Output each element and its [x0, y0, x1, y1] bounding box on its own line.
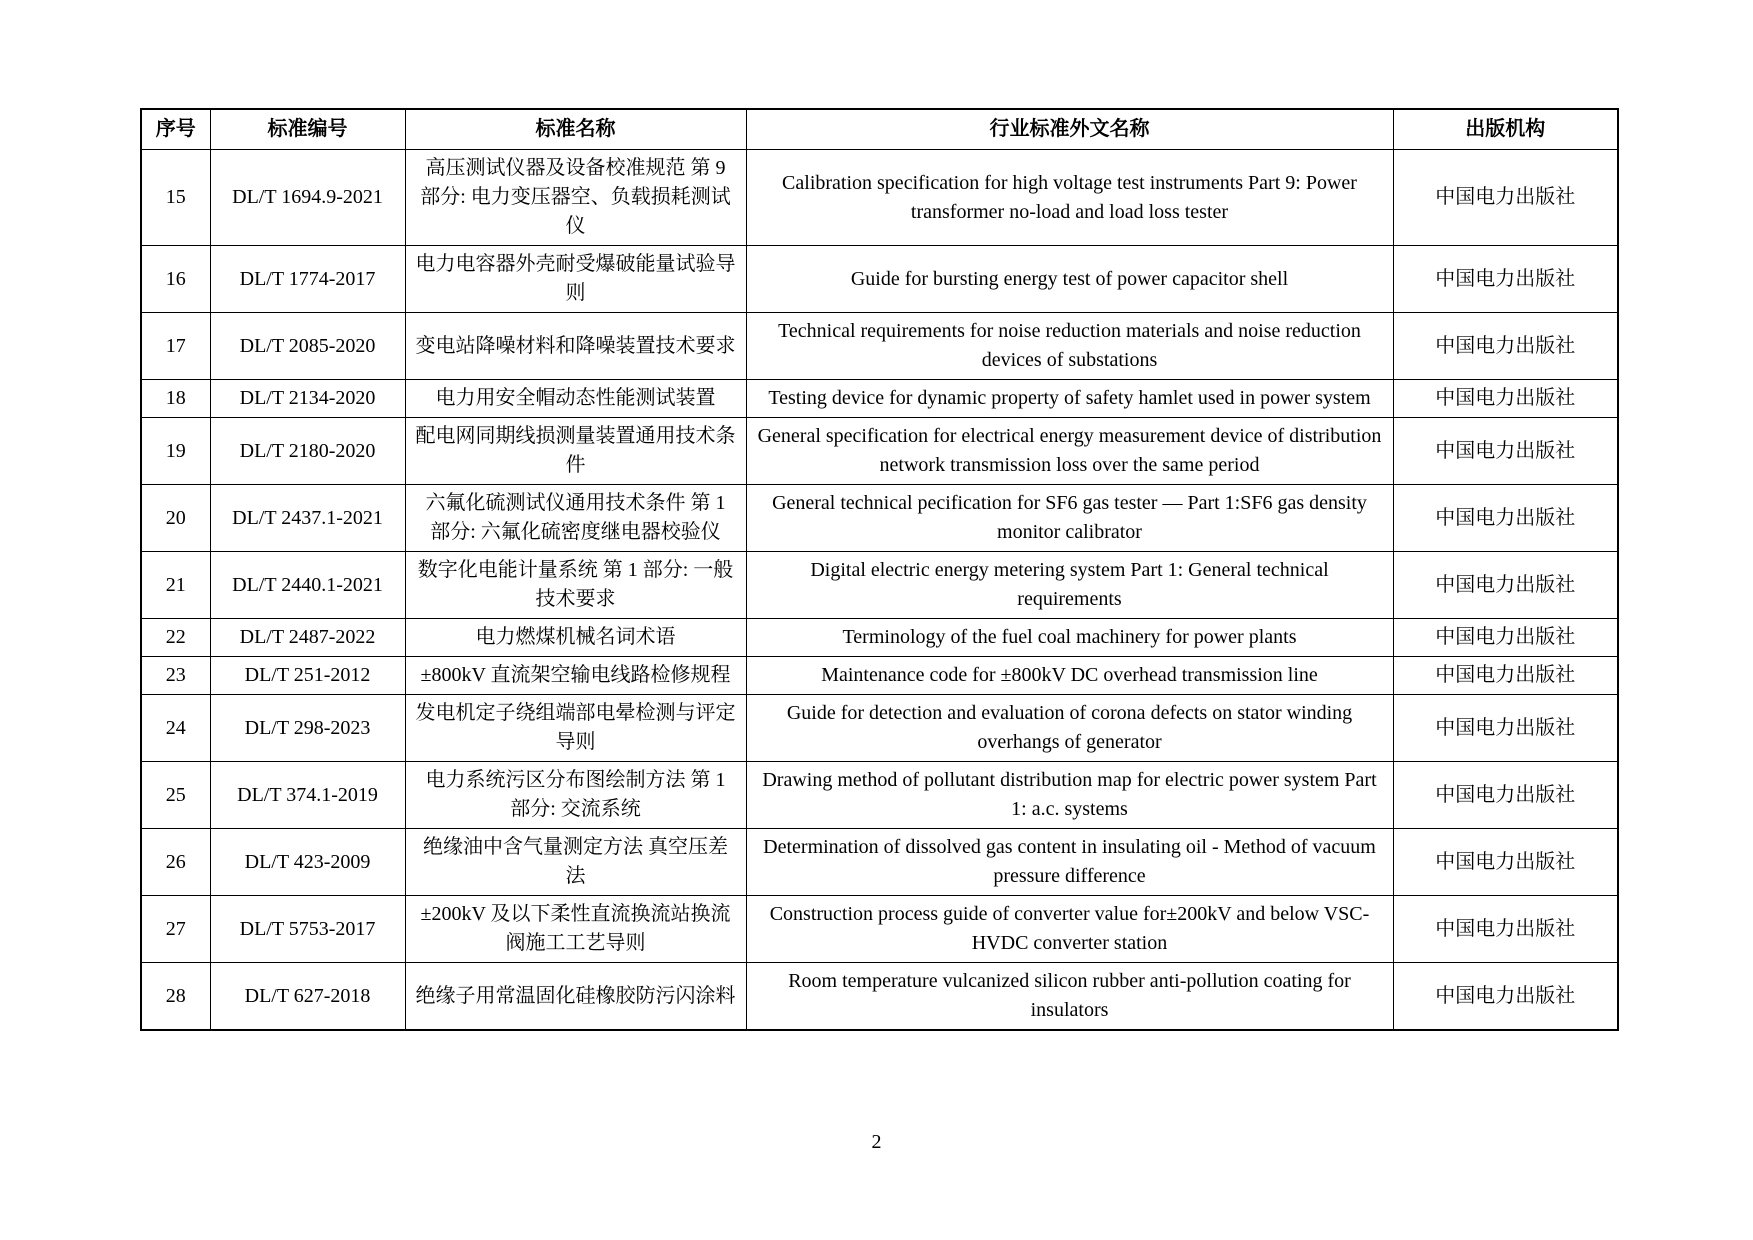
standard-name-en: Terminology of the fuel coal machinery for power plants [746, 619, 1393, 657]
row-serial-number: 27 [141, 896, 210, 963]
row-serial-number: 25 [141, 762, 210, 829]
row-serial-number: 21 [141, 552, 210, 619]
header-standard-code: 标准编号 [210, 109, 405, 150]
table-row [141, 896, 1618, 963]
table-row [141, 829, 1618, 896]
standard-code: DL/T 2085-2020 [210, 313, 405, 380]
table-row [141, 150, 1618, 246]
standard-name-en: Guide for detection and evaluation of corona defects on stator winding overhangs of generator [746, 695, 1393, 762]
publisher-name: 中国电力出版社 [1393, 762, 1618, 829]
table-row [141, 485, 1618, 552]
standard-name-en: Calibration specification for high voltage test instruments Part 9: Power transformer no-load and load loss tester [746, 150, 1393, 246]
publisher-name: 中国电力出版社 [1393, 380, 1618, 418]
standard-name-cn: ±200kV 及以下柔性直流换流站换流阀施工工艺导则 [405, 896, 746, 963]
standard-name-cn: 绝缘油中含气量测定方法 真空压差法 [405, 829, 746, 896]
publisher-name: 中国电力出版社 [1393, 619, 1618, 657]
standard-name-cn: 变电站降噪材料和降噪装置技术要求 [405, 313, 746, 380]
standard-name-en: Testing device for dynamic property of safety hamlet used in power system [746, 380, 1393, 418]
header-publisher: 出版机构 [1393, 109, 1618, 150]
standard-name-en: Digital electric energy metering system Part 1: General technical requirements [746, 552, 1393, 619]
standard-name-cn: 数字化电能计量系统 第 1 部分: 一般技术要求 [405, 552, 746, 619]
standard-name-cn: 电力用安全帽动态性能测试装置 [405, 380, 746, 418]
standard-name-en: Drawing method of pollutant distribution map for electric power system Part 1: a.c. systems [746, 762, 1393, 829]
standard-code: DL/T 298-2023 [210, 695, 405, 762]
table-row [141, 657, 1618, 695]
row-serial-number: 19 [141, 418, 210, 485]
standard-name-en: Technical requirements for noise reduction materials and noise reduction devices of substations [746, 313, 1393, 380]
standard-code: DL/T 2487-2022 [210, 619, 405, 657]
standard-name-en: General specification for electrical energy measurement device of distribution network transmission loss over the same period [746, 418, 1393, 485]
standard-name-en: General technical pecification for SF6 gas tester — Part 1:SF6 gas density monitor calibrator [746, 485, 1393, 552]
standards-table [140, 108, 1619, 1031]
table-row [141, 313, 1618, 380]
table-row [141, 246, 1618, 313]
row-serial-number: 24 [141, 695, 210, 762]
standard-code: DL/T 1694.9-2021 [210, 150, 405, 246]
table-row [141, 418, 1618, 485]
publisher-name: 中国电力出版社 [1393, 896, 1618, 963]
publisher-name: 中国电力出版社 [1393, 963, 1618, 1031]
standard-code: DL/T 2440.1-2021 [210, 552, 405, 619]
standard-code: DL/T 2134-2020 [210, 380, 405, 418]
row-serial-number: 16 [141, 246, 210, 313]
page-number: 2 [871, 1131, 882, 1153]
standard-name-en: Maintenance code for ±800kV DC overhead transmission line [746, 657, 1393, 695]
standard-name-en: Guide for bursting energy test of power capacitor shell [746, 246, 1393, 313]
standard-name-cn: 电力系统污区分布图绘制方法 第 1 部分: 交流系统 [405, 762, 746, 829]
header-serial-number: 序号 [141, 109, 210, 150]
standard-name-en: Determination of dissolved gas content in insulating oil - Method of vacuum pressure difference [746, 829, 1393, 896]
standard-name-cn: 电力电容器外壳耐受爆破能量试验导则 [405, 246, 746, 313]
publisher-name: 中国电力出版社 [1393, 418, 1618, 485]
publisher-name: 中国电力出版社 [1393, 150, 1618, 246]
row-serial-number: 15 [141, 150, 210, 246]
standards-table-body [141, 150, 1618, 1031]
standard-code: DL/T 2180-2020 [210, 418, 405, 485]
publisher-name: 中国电力出版社 [1393, 695, 1618, 762]
publisher-name: 中国电力出版社 [1393, 313, 1618, 380]
standard-name-en: Construction process guide of converter value for±200kV and below VSC-HVDC converter station [746, 896, 1393, 963]
row-serial-number: 22 [141, 619, 210, 657]
table-row [141, 695, 1618, 762]
standard-code: DL/T 251-2012 [210, 657, 405, 695]
header-standard-name-en: 行业标准外文名称 [746, 109, 1393, 150]
row-serial-number: 23 [141, 657, 210, 695]
standard-name-en: Room temperature vulcanized silicon rubber anti-pollution coating for insulators [746, 963, 1393, 1031]
publisher-name: 中国电力出版社 [1393, 552, 1618, 619]
standards-table-header [141, 109, 1618, 150]
header-row [141, 109, 1618, 150]
row-serial-number: 17 [141, 313, 210, 380]
standard-code: DL/T 374.1-2019 [210, 762, 405, 829]
standard-name-cn: 配电网同期线损测量装置通用技术条件 [405, 418, 746, 485]
standard-code: DL/T 5753-2017 [210, 896, 405, 963]
standard-name-cn: 电力燃煤机械名词术语 [405, 619, 746, 657]
header-standard-name-cn: 标准名称 [405, 109, 746, 150]
standard-name-cn: ±800kV 直流架空输电线路检修规程 [405, 657, 746, 695]
row-serial-number: 18 [141, 380, 210, 418]
row-serial-number: 28 [141, 963, 210, 1031]
standard-name-cn: 绝缘子用常温固化硅橡胶防污闪涂料 [405, 963, 746, 1031]
standard-name-cn: 高压测试仪器及设备校准规范 第 9 部分: 电力变压器空、负载损耗测试仪 [405, 150, 746, 246]
standard-code: DL/T 423-2009 [210, 829, 405, 896]
standard-name-cn: 发电机定子绕组端部电晕检测与评定导则 [405, 695, 746, 762]
table-row [141, 619, 1618, 657]
table-row [141, 380, 1618, 418]
row-serial-number: 20 [141, 485, 210, 552]
publisher-name: 中国电力出版社 [1393, 485, 1618, 552]
publisher-name: 中国电力出版社 [1393, 246, 1618, 313]
table-row [141, 762, 1618, 829]
standard-code: DL/T 627-2018 [210, 963, 405, 1031]
standard-code: DL/T 1774-2017 [210, 246, 405, 313]
standard-code: DL/T 2437.1-2021 [210, 485, 405, 552]
standard-name-cn: 六氟化硫测试仪通用技术条件 第 1 部分: 六氟化硫密度继电器校验仪 [405, 485, 746, 552]
publisher-name: 中国电力出版社 [1393, 829, 1618, 896]
row-serial-number: 26 [141, 829, 210, 896]
table-row [141, 963, 1618, 1031]
table-row [141, 552, 1618, 619]
publisher-name: 中国电力出版社 [1393, 657, 1618, 695]
